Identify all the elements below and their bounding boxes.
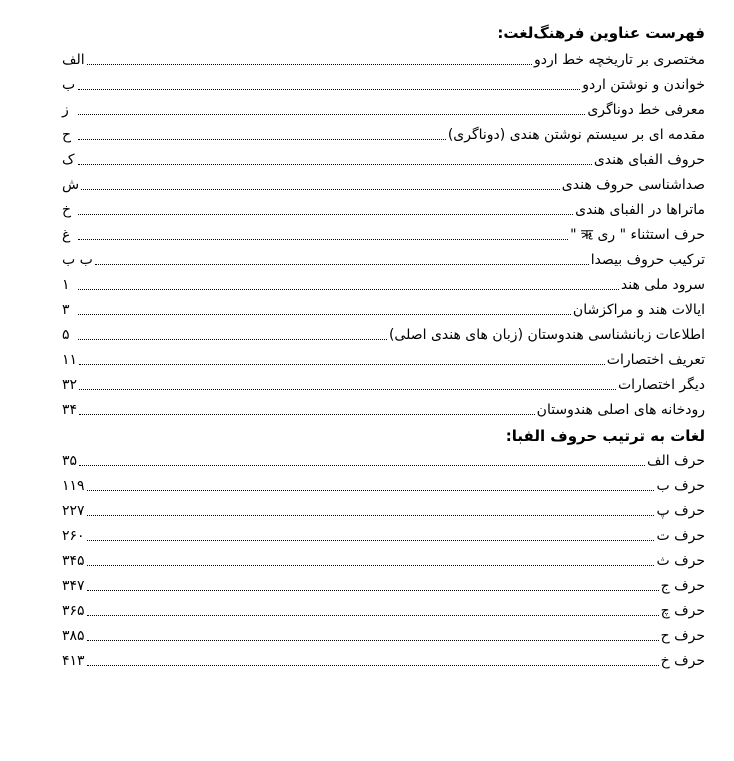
entry-title: حرف ب — [656, 478, 705, 494]
entry-title: حرف چ — [660, 603, 705, 619]
entry-title: ایالات هند و مراکزشان — [572, 302, 705, 318]
toc-entry — [62, 398, 705, 423]
dot-leader — [87, 515, 655, 516]
table-of-contents — [62, 18, 705, 674]
dot-leader — [78, 164, 592, 165]
toc-entry — [62, 649, 705, 674]
entry-title: تعریف اختصارات — [606, 352, 705, 368]
entry-page-number: ۳ — [62, 302, 70, 318]
entry-page-number: ۳۴ — [62, 402, 78, 418]
toc-entry — [62, 248, 705, 273]
entry-title: اطلاعات زبانشناسی هندوستان (زبان های هندی اصلی) — [388, 327, 705, 343]
entry-page-number: ب — [62, 77, 76, 93]
entry-title: حرف خ — [660, 653, 705, 669]
dot-leader — [78, 339, 387, 340]
dot-leader — [78, 114, 585, 115]
entry-page-number: ۳۸۵ — [62, 628, 85, 644]
toc-entry — [62, 298, 705, 323]
toc-entry — [62, 198, 705, 223]
entry-title: حرف ت — [656, 528, 705, 544]
toc-entry — [62, 48, 705, 73]
entry-page-number: غ — [62, 227, 71, 243]
dot-leader — [79, 389, 616, 390]
dot-leader — [87, 565, 655, 566]
toc-entry — [62, 348, 705, 373]
entry-page-number: ۵ — [62, 327, 70, 343]
entry-title: حرف پ — [656, 503, 705, 519]
toc-entry — [62, 98, 705, 123]
entry-title: دیگر اختصارات — [617, 377, 705, 393]
entry-page-number: ۱ — [62, 277, 70, 293]
dot-leader — [79, 465, 645, 466]
toc-entry — [62, 599, 705, 624]
dot-leader — [79, 364, 605, 365]
entry-title: مقدمه ای بر سیستم نوشتن هندی (دوناگری) — [447, 127, 705, 143]
entry-title: رودخانه های اصلی هندوستان — [536, 402, 705, 418]
toc-entry — [62, 449, 705, 474]
entry-title: صداشناسی حروف هندی — [561, 177, 705, 193]
entry-title: سرود ملی هند — [620, 277, 705, 293]
dot-leader — [87, 64, 532, 65]
entry-page-number: ۳۴۵ — [62, 553, 85, 569]
entry-title: خواندن و نوشتن اردو — [582, 77, 705, 93]
dot-leader — [87, 665, 659, 666]
toc-entry — [62, 499, 705, 524]
entry-page-number: ز — [62, 102, 69, 118]
entry-title: مختصری بر تاریخچه خط اردو — [534, 52, 705, 68]
dot-leader — [87, 590, 659, 591]
toc-entry — [62, 574, 705, 599]
dot-leader — [78, 139, 446, 140]
toc-entry — [62, 173, 705, 198]
toc-entry — [62, 148, 705, 173]
alphabet-heading: لغات به ترتیب حروف الفبا: — [505, 427, 705, 445]
entry-page-number: الف — [62, 52, 85, 68]
entry-page-number: ۱۱ — [62, 352, 78, 368]
entry-page-number: ۱۱۹ — [62, 478, 85, 494]
entry-title: حروف الفبای هندی — [593, 152, 705, 168]
entry-page-number: ح — [62, 127, 72, 143]
toc-entry — [62, 549, 705, 574]
toc-heading: فهرست عناوین فرهنگ‌لغت: — [497, 24, 705, 42]
toc-entry — [62, 373, 705, 398]
dot-leader — [79, 414, 535, 415]
entry-page-number: ۲۶۰ — [62, 528, 85, 544]
entry-title: حرف ح — [660, 628, 705, 644]
dot-leader — [78, 89, 580, 90]
entry-page-number: ۳۵ — [62, 453, 78, 469]
entry-title: معرفی خط دوناگری — [587, 102, 705, 118]
entry-page-number: ۲۲۷ — [62, 503, 85, 519]
dot-leader — [78, 239, 568, 240]
dot-leader — [78, 214, 573, 215]
entry-page-number: ک — [62, 152, 75, 168]
entry-title: حرف ج — [660, 578, 705, 594]
dot-leader — [87, 490, 655, 491]
dot-leader — [87, 615, 659, 616]
alphabet-list — [62, 449, 705, 674]
toc-entry — [62, 73, 705, 98]
dot-leader — [87, 540, 655, 541]
dot-leader — [87, 640, 659, 641]
entry-page-number: ۳۴۷ — [62, 578, 85, 594]
toc-entry — [62, 624, 705, 649]
entry-title: حرف ث — [656, 553, 705, 569]
entry-page-number: خ — [62, 202, 72, 218]
entry-page-number: ب ب — [62, 252, 93, 268]
toc-entry — [62, 273, 705, 298]
toc-entry — [62, 524, 705, 549]
entry-page-number: ش — [62, 177, 80, 193]
dot-leader — [78, 314, 571, 315]
dot-leader — [78, 289, 619, 290]
entry-page-number: ۳۲ — [62, 377, 78, 393]
entry-title: ماتراها در الفبای هندی — [575, 202, 705, 218]
dot-leader — [81, 189, 560, 190]
toc-entry — [62, 474, 705, 499]
entry-page-number: ۳۶۵ — [62, 603, 85, 619]
toc-entry — [62, 223, 705, 248]
toc-list — [62, 48, 705, 423]
toc-entry — [62, 123, 705, 148]
entry-title: حرف الف — [647, 453, 705, 469]
entry-page-number: ۴۱۳ — [62, 653, 85, 669]
toc-entry — [62, 323, 705, 348]
entry-title: حرف استثناء " ری ऋ " — [570, 227, 705, 243]
dot-leader — [95, 264, 589, 265]
entry-title: ترکیب حروف بیصدا — [590, 252, 705, 268]
